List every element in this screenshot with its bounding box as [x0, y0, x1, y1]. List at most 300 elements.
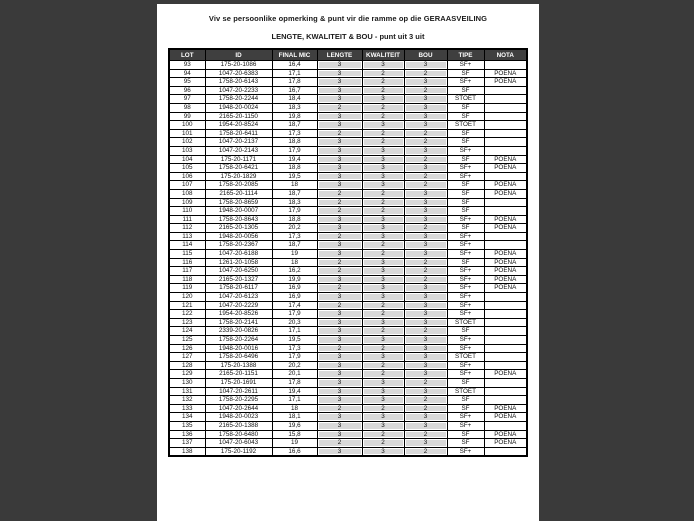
- cell-kwaliteit: 2: [362, 301, 404, 310]
- cell-id: 1948-20-0016: [205, 344, 272, 353]
- cell-bou: 2: [404, 181, 447, 190]
- cell-nota: POENA: [484, 69, 527, 78]
- cell-kwaliteit: 3: [362, 378, 404, 387]
- cell-final-mic: 20,1: [272, 370, 317, 379]
- cell-lot: 102: [169, 138, 205, 147]
- cell-id: 2165-20-1151: [205, 370, 272, 379]
- cell-nota: [484, 361, 527, 370]
- cell-lengte: 3: [317, 310, 362, 319]
- cell-lengte: 3: [317, 138, 362, 147]
- cell-bou: 2: [404, 396, 447, 405]
- cell-final-mic: 16,6: [272, 447, 317, 456]
- cell-lot: 121: [169, 301, 205, 310]
- cell-kwaliteit: 2: [362, 112, 404, 121]
- cell-lengte: 3: [317, 353, 362, 362]
- cell-lot: 98: [169, 103, 205, 112]
- cell-bou: 3: [404, 336, 447, 345]
- cell-lot: 107: [169, 181, 205, 190]
- cell-id: 2165-20-1114: [205, 189, 272, 198]
- cell-lot: 116: [169, 258, 205, 267]
- cell-lengte: 3: [317, 387, 362, 396]
- cell-kwaliteit: 2: [362, 430, 404, 439]
- cell-kwaliteit: 3: [362, 318, 404, 327]
- cell-lot: 118: [169, 275, 205, 284]
- table-row: [169, 86, 527, 95]
- cell-id: 1758-20-6496: [205, 353, 272, 362]
- cell-final-mic: 16,9: [272, 284, 317, 293]
- cell-lengte: 3: [317, 421, 362, 430]
- cell-lot: 111: [169, 215, 205, 224]
- cell-nota: POENA: [484, 430, 527, 439]
- table-row: [169, 138, 527, 147]
- cell-tipe: SF: [447, 112, 484, 121]
- cell-bou: 3: [404, 310, 447, 319]
- cell-tipe: SF: [447, 404, 484, 413]
- cell-id: 175-20-1086: [205, 61, 272, 70]
- cell-lot: 94: [169, 69, 205, 78]
- cell-kwaliteit: 2: [362, 344, 404, 353]
- cell-final-mic: 16,9: [272, 293, 317, 302]
- cell-tipe: SF: [447, 327, 484, 336]
- cell-bou: 3: [404, 207, 447, 216]
- cell-final-mic: 20,2: [272, 224, 317, 233]
- cell-tipe: SF: [447, 198, 484, 207]
- cell-final-mic: 20,3: [272, 318, 317, 327]
- cell-id: 1758-20-2264: [205, 336, 272, 345]
- cell-lengte: 3: [317, 370, 362, 379]
- cell-id: 1047-20-2229: [205, 301, 272, 310]
- cell-nota: [484, 327, 527, 336]
- cell-final-mic: 18,7: [272, 189, 317, 198]
- cell-lot: 126: [169, 344, 205, 353]
- cell-final-mic: 17,4: [272, 301, 317, 310]
- table-row: [169, 310, 527, 319]
- cell-tipe: SF+: [447, 284, 484, 293]
- cell-id: 1758-20-2141: [205, 318, 272, 327]
- cell-tipe: STOET: [447, 95, 484, 104]
- cell-bou: 3: [404, 78, 447, 87]
- cell-lengte: 3: [317, 293, 362, 302]
- cell-kwaliteit: 3: [362, 215, 404, 224]
- table-row: [169, 353, 527, 362]
- cell-nota: POENA: [484, 78, 527, 87]
- cell-lengte: 3: [317, 95, 362, 104]
- cell-tipe: SF+: [447, 336, 484, 345]
- cell-lengte: 2: [317, 267, 362, 276]
- cell-lengte: 3: [317, 250, 362, 259]
- cell-lot: 129: [169, 370, 205, 379]
- cell-bou: 3: [404, 301, 447, 310]
- cell-tipe: SF+: [447, 413, 484, 422]
- cell-nota: [484, 232, 527, 241]
- cell-id: 1047-20-6123: [205, 293, 272, 302]
- cell-bou: 2: [404, 430, 447, 439]
- cell-lot: 124: [169, 327, 205, 336]
- cell-lengte: 2: [317, 232, 362, 241]
- cell-final-mic: 17,9: [272, 207, 317, 216]
- cell-lengte: 2: [317, 284, 362, 293]
- cell-lengte: 3: [317, 378, 362, 387]
- cell-lot: 100: [169, 121, 205, 130]
- cell-nota: [484, 293, 527, 302]
- cell-nota: POENA: [484, 181, 527, 190]
- cell-kwaliteit: 3: [362, 121, 404, 130]
- cell-final-mic: 18,7: [272, 241, 317, 250]
- table-row: [169, 95, 527, 104]
- table-row: [169, 327, 527, 336]
- cell-id: 1758-20-2244: [205, 95, 272, 104]
- cell-tipe: SF+: [447, 250, 484, 259]
- cell-lengte: 2: [317, 189, 362, 198]
- table-row: [169, 155, 527, 164]
- cell-id: 1758-20-6117: [205, 284, 272, 293]
- cell-id: 1948-20-0024: [205, 103, 272, 112]
- cell-nota: POENA: [484, 189, 527, 198]
- cell-kwaliteit: 2: [362, 241, 404, 250]
- cell-kwaliteit: 2: [362, 69, 404, 78]
- cell-tipe: SF+: [447, 275, 484, 284]
- cell-tipe: SF: [447, 439, 484, 448]
- table-row: [169, 198, 527, 207]
- cell-nota: [484, 198, 527, 207]
- cell-bou: 2: [404, 447, 447, 456]
- cell-nota: POENA: [484, 413, 527, 422]
- cell-lot: 127: [169, 353, 205, 362]
- cell-nota: [484, 447, 527, 456]
- cell-nota: POENA: [484, 258, 527, 267]
- cell-final-mic: 19,8: [272, 112, 317, 121]
- cell-nota: POENA: [484, 267, 527, 276]
- cell-final-mic: 18,8: [272, 138, 317, 147]
- cell-final-mic: 18,1: [272, 413, 317, 422]
- cell-lot: 114: [169, 241, 205, 250]
- table-row: [169, 293, 527, 302]
- cell-final-mic: 17,1: [272, 69, 317, 78]
- cell-id: 1758-20-6143: [205, 78, 272, 87]
- cell-kwaliteit: 3: [362, 353, 404, 362]
- table-row: [169, 387, 527, 396]
- cell-tipe: SF: [447, 181, 484, 190]
- cell-id: 175-20-1691: [205, 378, 272, 387]
- cell-bou: 2: [404, 267, 447, 276]
- table-row: [169, 121, 527, 130]
- cell-final-mic: 18,8: [272, 164, 317, 173]
- cell-kwaliteit: 2: [362, 86, 404, 95]
- table-row: [169, 129, 527, 138]
- cell-tipe: STOET: [447, 318, 484, 327]
- table-row: [169, 164, 527, 173]
- table-row: [169, 241, 527, 250]
- cell-tipe: STOET: [447, 387, 484, 396]
- cell-lengte: 2: [317, 301, 362, 310]
- table-row: [169, 284, 527, 293]
- cell-tipe: SF+: [447, 78, 484, 87]
- cell-id: 1948-20-0007: [205, 207, 272, 216]
- cell-kwaliteit: 2: [362, 370, 404, 379]
- cell-id: 1047-20-2611: [205, 387, 272, 396]
- cell-lot: 128: [169, 361, 205, 370]
- cell-tipe: SF+: [447, 361, 484, 370]
- table-row: [169, 336, 527, 345]
- cell-final-mic: 19,5: [272, 336, 317, 345]
- cell-tipe: SF: [447, 103, 484, 112]
- table-row: [169, 232, 527, 241]
- cell-final-mic: 17,3: [272, 232, 317, 241]
- cell-nota: [484, 112, 527, 121]
- cell-nota: [484, 241, 527, 250]
- cell-lot: 122: [169, 310, 205, 319]
- cell-lengte: 3: [317, 318, 362, 327]
- cell-final-mic: 19: [272, 250, 317, 259]
- cell-final-mic: 19,9: [272, 275, 317, 284]
- cell-lot: 135: [169, 421, 205, 430]
- cell-lengte: 2: [317, 404, 362, 413]
- cell-bou: 3: [404, 250, 447, 259]
- cell-nota: POENA: [484, 284, 527, 293]
- cell-id: 1047-20-2137: [205, 138, 272, 147]
- cell-id: 2165-20-1305: [205, 224, 272, 233]
- cell-tipe: SF+: [447, 241, 484, 250]
- cell-final-mic: 17,9: [272, 310, 317, 319]
- cell-bou: 3: [404, 361, 447, 370]
- cell-nota: [484, 95, 527, 104]
- cell-kwaliteit: 3: [362, 421, 404, 430]
- cell-nota: [484, 146, 527, 155]
- cell-final-mic: 18,3: [272, 103, 317, 112]
- header-tipe: TIPE: [447, 49, 484, 61]
- cell-bou: 2: [404, 138, 447, 147]
- cell-lot: 95: [169, 78, 205, 87]
- cell-lengte: 3: [317, 69, 362, 78]
- cell-bou: 2: [404, 129, 447, 138]
- cell-lengte: 2: [317, 207, 362, 216]
- table-row: [169, 78, 527, 87]
- cell-tipe: SF+: [447, 344, 484, 353]
- cell-id: 1758-20-2295: [205, 396, 272, 405]
- cell-bou: 3: [404, 370, 447, 379]
- cell-nota: [484, 103, 527, 112]
- cell-lengte: 3: [317, 430, 362, 439]
- cell-lengte: 2: [317, 344, 362, 353]
- cell-id: 1758-20-6480: [205, 430, 272, 439]
- cell-lot: 130: [169, 378, 205, 387]
- cell-id: 1758-20-2367: [205, 241, 272, 250]
- cell-lengte: 3: [317, 447, 362, 456]
- cell-bou: 3: [404, 439, 447, 448]
- cell-bou: 3: [404, 232, 447, 241]
- cell-kwaliteit: 3: [362, 232, 404, 241]
- cell-lot: 117: [169, 267, 205, 276]
- table-row: [169, 404, 527, 413]
- cell-tipe: SF+: [447, 421, 484, 430]
- table-row: [169, 172, 527, 181]
- cell-nota: POENA: [484, 275, 527, 284]
- cell-nota: [484, 86, 527, 95]
- cell-lot: 104: [169, 155, 205, 164]
- cell-nota: [484, 172, 527, 181]
- cell-final-mic: 19,4: [272, 387, 317, 396]
- cell-nota: [484, 318, 527, 327]
- cell-id: 1047-20-6188: [205, 250, 272, 259]
- cell-lot: 115: [169, 250, 205, 259]
- cell-lengte: 3: [317, 172, 362, 181]
- cell-bou: 3: [404, 146, 447, 155]
- cell-bou: 3: [404, 112, 447, 121]
- cell-nota: POENA: [484, 404, 527, 413]
- cell-final-mic: 19,6: [272, 421, 317, 430]
- table-row: [169, 146, 527, 155]
- table-row: [169, 344, 527, 353]
- header-bou: BOU: [404, 49, 447, 61]
- table-row: [169, 112, 527, 121]
- cell-tipe: SF: [447, 396, 484, 405]
- cell-nota: [484, 207, 527, 216]
- cell-lengte: 3: [317, 215, 362, 224]
- cell-kwaliteit: 2: [362, 103, 404, 112]
- cell-lot: 108: [169, 189, 205, 198]
- cell-bou: 3: [404, 293, 447, 302]
- cell-bou: 3: [404, 387, 447, 396]
- cell-id: 1948-20-0023: [205, 413, 272, 422]
- cell-kwaliteit: 2: [362, 310, 404, 319]
- cell-lengte: 2: [317, 129, 362, 138]
- cell-bou: 3: [404, 198, 447, 207]
- table-row: [169, 396, 527, 405]
- cell-final-mic: 17,8: [272, 78, 317, 87]
- cell-kwaliteit: 3: [362, 267, 404, 276]
- cell-lengte: 3: [317, 121, 362, 130]
- header-lot: LOT: [169, 49, 205, 61]
- table-row: [169, 447, 527, 456]
- cell-final-mic: 19,5: [272, 172, 317, 181]
- table-row: [169, 439, 527, 448]
- cell-bou: 3: [404, 215, 447, 224]
- cell-lengte: 3: [317, 241, 362, 250]
- cell-bou: 2: [404, 155, 447, 164]
- cell-lot: 101: [169, 129, 205, 138]
- header-final-mic: FINAL MIC: [272, 49, 317, 61]
- table-row: [169, 370, 527, 379]
- cell-id: 1261-20-1058: [205, 258, 272, 267]
- cell-nota: [484, 396, 527, 405]
- cell-nota: [484, 378, 527, 387]
- cell-tipe: SF+: [447, 370, 484, 379]
- cell-bou: 3: [404, 103, 447, 112]
- cell-kwaliteit: 2: [362, 404, 404, 413]
- cell-bou: 3: [404, 95, 447, 104]
- cell-tipe: SF+: [447, 164, 484, 173]
- cell-lengte: 3: [317, 155, 362, 164]
- cell-kwaliteit: 3: [362, 387, 404, 396]
- cell-lot: 97: [169, 95, 205, 104]
- table-row: [169, 318, 527, 327]
- cell-final-mic: 18: [272, 258, 317, 267]
- cell-bou: 3: [404, 421, 447, 430]
- cell-tipe: SF+: [447, 232, 484, 241]
- cell-bou: 3: [404, 284, 447, 293]
- cell-tipe: SF: [447, 430, 484, 439]
- cell-kwaliteit: 3: [362, 275, 404, 284]
- cell-final-mic: 17,3: [272, 344, 317, 353]
- cell-id: 1047-20-6250: [205, 267, 272, 276]
- cell-tipe: SF: [447, 224, 484, 233]
- cell-bou: 3: [404, 61, 447, 70]
- cell-kwaliteit: 2: [362, 439, 404, 448]
- cell-id: 1954-20-8526: [205, 310, 272, 319]
- table-row: [169, 413, 527, 422]
- cell-bou: 2: [404, 86, 447, 95]
- cell-id: 175-20-1171: [205, 155, 272, 164]
- cell-kwaliteit: 3: [362, 61, 404, 70]
- cell-kwaliteit: 3: [362, 95, 404, 104]
- cell-bou: 3: [404, 353, 447, 362]
- cell-kwaliteit: 2: [362, 207, 404, 216]
- cell-bou: 2: [404, 404, 447, 413]
- cell-kwaliteit: 3: [362, 181, 404, 190]
- cell-lengte: 3: [317, 413, 362, 422]
- cell-bou: 2: [404, 258, 447, 267]
- cell-id: 2165-20-1388: [205, 421, 272, 430]
- cell-bou: 3: [404, 189, 447, 198]
- cell-lengte: 3: [317, 146, 362, 155]
- cell-id: 1758-20-8643: [205, 215, 272, 224]
- cell-lot: 96: [169, 86, 205, 95]
- cell-nota: [484, 387, 527, 396]
- cell-tipe: SF+: [447, 146, 484, 155]
- cell-bou: 2: [404, 378, 447, 387]
- ram-scores-table: [168, 48, 528, 457]
- cell-id: 1047-20-2644: [205, 404, 272, 413]
- cell-id: 1954-20-8524: [205, 121, 272, 130]
- table-row: [169, 224, 527, 233]
- table-row: [169, 361, 527, 370]
- cell-kwaliteit: 2: [362, 138, 404, 147]
- cell-kwaliteit: 2: [362, 189, 404, 198]
- cell-id: 175-20-1192: [205, 447, 272, 456]
- cell-kwaliteit: 3: [362, 284, 404, 293]
- cell-nota: POENA: [484, 370, 527, 379]
- cell-nota: POENA: [484, 164, 527, 173]
- cell-lot: 105: [169, 164, 205, 173]
- cell-final-mic: 17,1: [272, 327, 317, 336]
- document-page: [157, 4, 539, 521]
- cell-lengte: 2: [317, 258, 362, 267]
- cell-tipe: SF+: [447, 293, 484, 302]
- cell-id: 2165-20-1327: [205, 275, 272, 284]
- cell-tipe: STOET: [447, 353, 484, 362]
- table-row: [169, 421, 527, 430]
- header-kwaliteit: KWALITEIT: [362, 49, 404, 61]
- header-nota: NOTA: [484, 49, 527, 61]
- table-row: [169, 207, 527, 216]
- table-row: [169, 267, 527, 276]
- cell-id: 1948-20-0056: [205, 232, 272, 241]
- cell-id: 1758-20-6421: [205, 164, 272, 173]
- header-id: ID: [205, 49, 272, 61]
- page-title: Viv se persoonlike opmerking & punt vir die ramme op die GERAASVEILING: [208, 14, 488, 23]
- cell-lot: 136: [169, 430, 205, 439]
- cell-tipe: SF+: [447, 172, 484, 181]
- cell-kwaliteit: 3: [362, 172, 404, 181]
- cell-final-mic: 16,2: [272, 267, 317, 276]
- cell-kwaliteit: 3: [362, 413, 404, 422]
- cell-kwaliteit: 3: [362, 146, 404, 155]
- cell-nota: POENA: [484, 155, 527, 164]
- cell-final-mic: 19: [272, 439, 317, 448]
- cell-lot: 119: [169, 284, 205, 293]
- cell-id: 1047-20-6043: [205, 439, 272, 448]
- cell-kwaliteit: 3: [362, 155, 404, 164]
